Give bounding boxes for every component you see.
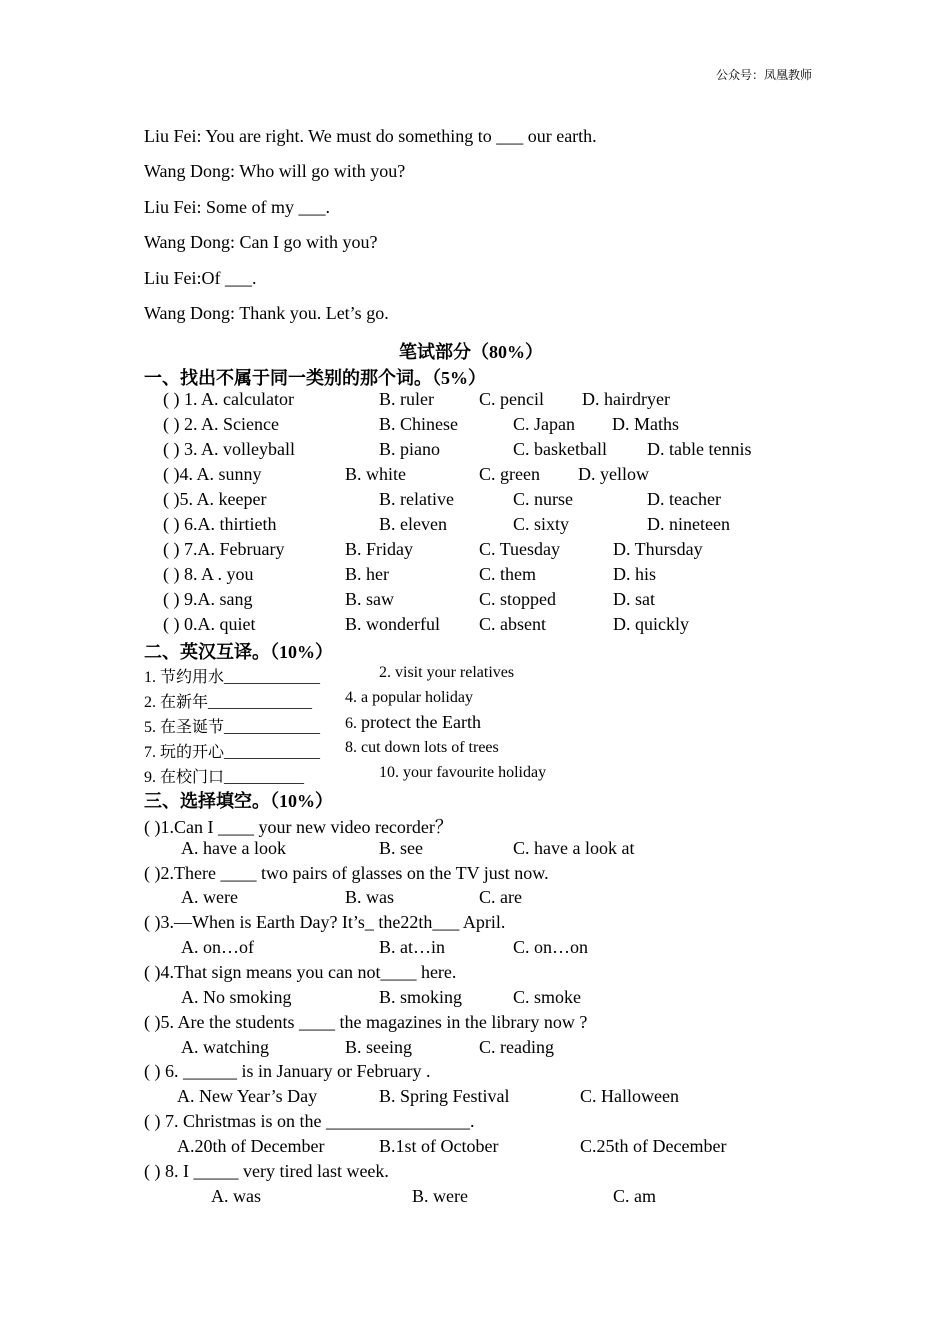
- s3-option-c: C. on…on: [513, 937, 589, 957]
- s3-question: ( )3.—When is Earth Day? It’s_ the22th___ April.: [144, 912, 506, 932]
- s3-option-c: C. Halloween: [580, 1086, 679, 1106]
- dialogue-line: Wang Dong: Can I go with you?: [144, 232, 378, 252]
- s3-option-c: C. have a look at: [513, 838, 635, 858]
- s2-left: 1. 节约用水____________: [144, 669, 321, 686]
- s1-option-b: B. Friday: [345, 539, 414, 559]
- s1-option-c: C. nurse: [513, 489, 573, 509]
- s1-question: ( ) 6.A. thirtieth: [163, 514, 277, 534]
- s1-question: ( ) 9.A. sang: [163, 589, 253, 609]
- written-part-title: 笔试部分（80%）: [399, 342, 543, 362]
- s2-right-number: 6.: [345, 715, 357, 732]
- s3-option-a: A. No smoking: [181, 987, 292, 1007]
- s1-option-d: D. Thursday: [613, 539, 703, 559]
- s3-question: ( )2.There ____ two pairs of glasses on the TV just now.: [144, 863, 549, 883]
- s1-option-d: D. his: [613, 564, 657, 584]
- s3-option-b: B. smoking: [379, 987, 463, 1007]
- s1-question: ( ) 0.A. quiet: [163, 614, 256, 634]
- s3-question: ( ) 7. Christmas is on the ________________.: [144, 1111, 475, 1131]
- s1-option-d: D. sat: [613, 589, 655, 609]
- dialogue-line: Wang Dong: Who will go with you?: [144, 161, 406, 181]
- s3-option-b: B. Spring Festival: [379, 1086, 510, 1106]
- s1-question: ( ) 1. A. calculator: [163, 389, 294, 409]
- s2-right: [345, 712, 481, 733]
- s1-option-d: D. table tennis: [647, 439, 752, 459]
- s1-question: ( ) 2. A. Science: [163, 414, 279, 434]
- s3-question: ( )5. Are the students ____ the magazines in the library now ?: [144, 1012, 588, 1032]
- s1-option-d: D. teacher: [647, 489, 721, 509]
- s3-option-b: B. was: [345, 887, 394, 907]
- s3-option-c: C. am: [613, 1186, 656, 1206]
- s1-option-b: B. relative: [379, 489, 454, 509]
- s2-right: 2. visit your relatives: [379, 664, 515, 681]
- s3-question: ( )1.Can I ____ your new video recorder？: [144, 817, 453, 837]
- s3-option-c: C. reading: [479, 1037, 554, 1057]
- s1-option-b: B. white: [345, 464, 406, 484]
- s1-option-d: D. hairdryer: [582, 389, 670, 409]
- section1-title: 一、找出不属于同一类别的那个词。（5%）: [144, 368, 486, 388]
- s3-option-b: B.1st of October: [379, 1136, 499, 1156]
- s3-option-c: C.25th of December: [580, 1136, 727, 1156]
- s2-left: 2. 在新年_____________: [144, 694, 313, 711]
- s3-option-b: B. at…in: [379, 937, 445, 957]
- s1-option-c: C. Japan: [513, 414, 575, 434]
- s3-question: ( ) 8. I _____ very tired last week.: [144, 1161, 389, 1181]
- s3-option-a: A. were: [181, 887, 238, 907]
- s1-option-b: B. piano: [379, 439, 440, 459]
- s2-left: 9. 在校门口__________: [144, 769, 305, 786]
- s1-option-c: C. absent: [479, 614, 546, 634]
- s1-question: ( ) 7.A. February: [163, 539, 285, 559]
- s1-option-c: C. basketball: [513, 439, 607, 459]
- s1-option-c: C. sixty: [513, 514, 570, 534]
- s3-option-a: A. watching: [181, 1037, 269, 1057]
- s2-right: 10. your favourite holiday: [379, 764, 547, 781]
- s2-left: 5. 在圣诞节____________: [144, 719, 321, 736]
- s1-option-c: C. them: [479, 564, 536, 584]
- s3-option-a: A. was: [211, 1186, 261, 1206]
- s3-option-b: B. see: [379, 838, 423, 858]
- s1-option-d: D. nineteen: [647, 514, 730, 534]
- s3-option-a: A. have a look: [181, 838, 286, 858]
- s1-question: ( )4. A. sunny: [163, 464, 262, 484]
- s2-right: 4. a popular holiday: [345, 689, 473, 706]
- s1-question: ( )5. A. keeper: [163, 489, 267, 509]
- s1-question: ( ) 8. A . you: [163, 564, 254, 584]
- s2-left: 7. 玩的开心____________: [144, 744, 321, 761]
- s1-option-b: B. eleven: [379, 514, 447, 534]
- s3-option-a: A. on…of: [181, 937, 254, 957]
- s1-option-d: D. yellow: [578, 464, 649, 484]
- s1-option-b: B. wonderful: [345, 614, 440, 634]
- s1-option-c: C. green: [479, 464, 540, 484]
- section2-title: 二、英汉互译。（10%）: [144, 642, 333, 662]
- s3-option-c: C. smoke: [513, 987, 582, 1007]
- s3-option-c: C. are: [479, 887, 522, 907]
- s1-option-c: C. Tuesday: [479, 539, 561, 559]
- s3-option-b: B. seeing: [345, 1037, 412, 1057]
- s1-option-d: D. quickly: [613, 614, 689, 634]
- s1-option-b: B. Chinese: [379, 414, 458, 434]
- s1-option-b: B. her: [345, 564, 389, 584]
- dialogue-line: Liu Fei: You are right. We must do something to ___ our earth.: [144, 126, 597, 146]
- dialogue-line: Liu Fei: Some of my ___.: [144, 197, 330, 217]
- header-account: 公众号：凤凰教师: [715, 68, 812, 82]
- dialogue-line: Wang Dong: Thank you. Let’s go.: [144, 303, 389, 323]
- s3-option-b: B. were: [412, 1186, 468, 1206]
- s3-option-a: A. New Year’s Day: [177, 1086, 318, 1106]
- s1-option-c: C. stopped: [479, 589, 557, 609]
- s1-option-b: B. ruler: [379, 389, 434, 409]
- s1-option-d: D. Maths: [612, 414, 679, 434]
- s1-option-b: B. saw: [345, 589, 394, 609]
- s1-question: ( ) 3. A. volleyball: [163, 439, 295, 459]
- dialogue-line: Liu Fei:Of ___.: [144, 268, 257, 288]
- s3-question: ( ) 6. ______ is in January or February .: [144, 1061, 431, 1081]
- s2-right: 8. cut down lots of trees: [345, 739, 499, 756]
- s3-option-a: A.20th of December: [177, 1136, 325, 1156]
- section3-title: 三、选择填空。（10%）: [144, 791, 333, 811]
- s1-option-c: C. pencil: [479, 389, 544, 409]
- s3-question: ( )4.That sign means you can not____ here.: [144, 962, 457, 982]
- s2-right-text: protect the Earth: [361, 712, 481, 732]
